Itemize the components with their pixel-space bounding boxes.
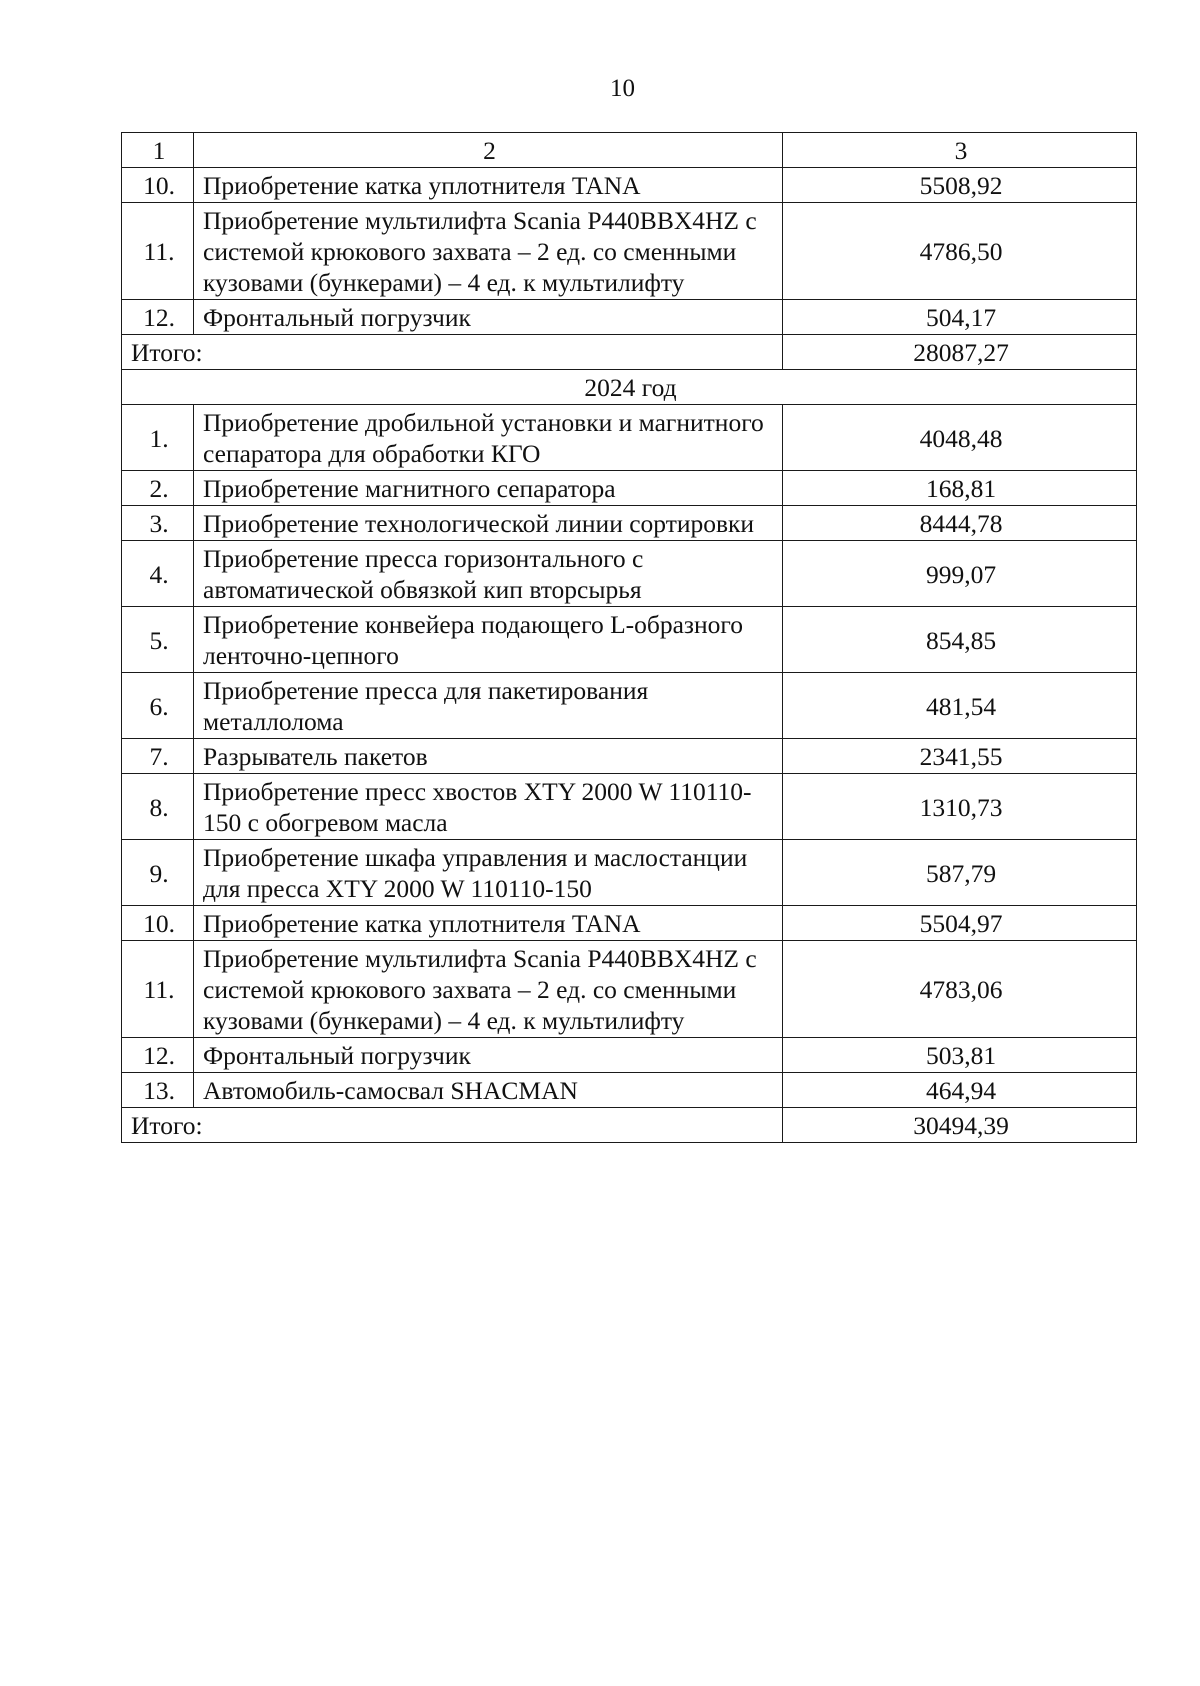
table-row (122, 1038, 1137, 1073)
row-description: Приобретение мультилифта Scania P440BBX4HZ с системой крюкового захвата – 2 ед. со сменными кузовами (бункерами) – 4 ед. к мультилифту (194, 203, 783, 300)
table-row (122, 840, 1137, 906)
row-description: Приобретение пресса горизонтального с автоматической обвязкой кип вторсырья (194, 541, 783, 607)
row-description: Приобретение конвейера подающего L-образного ленточно-цепного (194, 607, 783, 673)
total-row (122, 335, 1137, 370)
row-number: 9. (122, 840, 194, 906)
total-value: 28087,27 (783, 335, 1137, 370)
table-row (122, 405, 1137, 471)
row-value: 5508,92 (783, 168, 1137, 203)
row-description: Приобретение дробильной установки и магнитного сепаратора для обработки КГО (194, 405, 783, 471)
row-number: 6. (122, 673, 194, 739)
row-number: 7. (122, 739, 194, 774)
year-row (122, 370, 1137, 405)
total-row (122, 1108, 1137, 1143)
row-number: 10. (122, 168, 194, 203)
total-label: Итого: (122, 1108, 783, 1143)
row-number: 2. (122, 471, 194, 506)
table-row (122, 471, 1137, 506)
row-value: 481,54 (783, 673, 1137, 739)
row-description: Приобретение магнитного сепаратора (194, 471, 783, 506)
row-number: 3. (122, 506, 194, 541)
table-row (122, 541, 1137, 607)
row-description: Разрыватель пакетов (194, 739, 783, 774)
row-value: 4783,06 (783, 941, 1137, 1038)
row-description: Автомобиль-самосвал SHACMAN (194, 1073, 783, 1108)
row-value: 503,81 (783, 1038, 1137, 1073)
row-description: Фронтальный погрузчик (194, 1038, 783, 1073)
row-number: 13. (122, 1073, 194, 1108)
row-value: 1310,73 (783, 774, 1137, 840)
total-value: 30494,39 (783, 1108, 1137, 1143)
row-number: 4. (122, 541, 194, 607)
year-label: 2024 год (122, 370, 1137, 405)
total-label: Итого: (122, 335, 783, 370)
table-row (122, 506, 1137, 541)
row-number: 12. (122, 300, 194, 335)
table-row (122, 607, 1137, 673)
row-value: 168,81 (783, 471, 1137, 506)
row-number: 1. (122, 405, 194, 471)
row-value: 504,17 (783, 300, 1137, 335)
table-row (122, 203, 1137, 300)
row-description: Приобретение технологической линии сортировки (194, 506, 783, 541)
row-description: Приобретение катка уплотнителя TANA (194, 168, 783, 203)
table-row (122, 300, 1137, 335)
row-number: 11. (122, 203, 194, 300)
table-row (122, 906, 1137, 941)
table-row (122, 774, 1137, 840)
table-row (122, 168, 1137, 203)
column-number-3: 3 (783, 133, 1137, 168)
column-number-1: 1 (122, 133, 194, 168)
row-value: 2341,55 (783, 739, 1137, 774)
column-number-2: 2 (194, 133, 783, 168)
row-number: 5. (122, 607, 194, 673)
row-value: 587,79 (783, 840, 1137, 906)
table-row (122, 1073, 1137, 1108)
row-description: Фронтальный погрузчик (194, 300, 783, 335)
table-header-row (122, 133, 1137, 168)
row-value: 8444,78 (783, 506, 1137, 541)
row-value: 4048,48 (783, 405, 1137, 471)
row-value: 999,07 (783, 541, 1137, 607)
row-description: Приобретение пресса для пакетирования металлолома (194, 673, 783, 739)
row-description: Приобретение пресс хвостов XTY 2000 W 110110-150 с обогревом масла (194, 774, 783, 840)
row-value: 5504,97 (783, 906, 1137, 941)
row-description: Приобретение мультилифта Scania P440BBX4HZ с системой крюкового захвата – 2 ед. со сменными кузовами (бункерами) – 4 ед. к мультилифту (194, 941, 783, 1038)
row-value: 4786,50 (783, 203, 1137, 300)
row-number: 11. (122, 941, 194, 1038)
budget-table (121, 132, 1137, 1143)
row-value: 854,85 (783, 607, 1137, 673)
table-row (122, 941, 1137, 1038)
row-description: Приобретение шкафа управления и маслостанции для пресса XTY 2000 W 110110-150 (194, 840, 783, 906)
row-number: 12. (122, 1038, 194, 1073)
row-number: 8. (122, 774, 194, 840)
table-row (122, 739, 1137, 774)
table-row (122, 673, 1137, 739)
row-description: Приобретение катка уплотнителя TANA (194, 906, 783, 941)
row-number: 10. (122, 906, 194, 941)
page-number: 10 (610, 75, 635, 102)
row-value: 464,94 (783, 1073, 1137, 1108)
